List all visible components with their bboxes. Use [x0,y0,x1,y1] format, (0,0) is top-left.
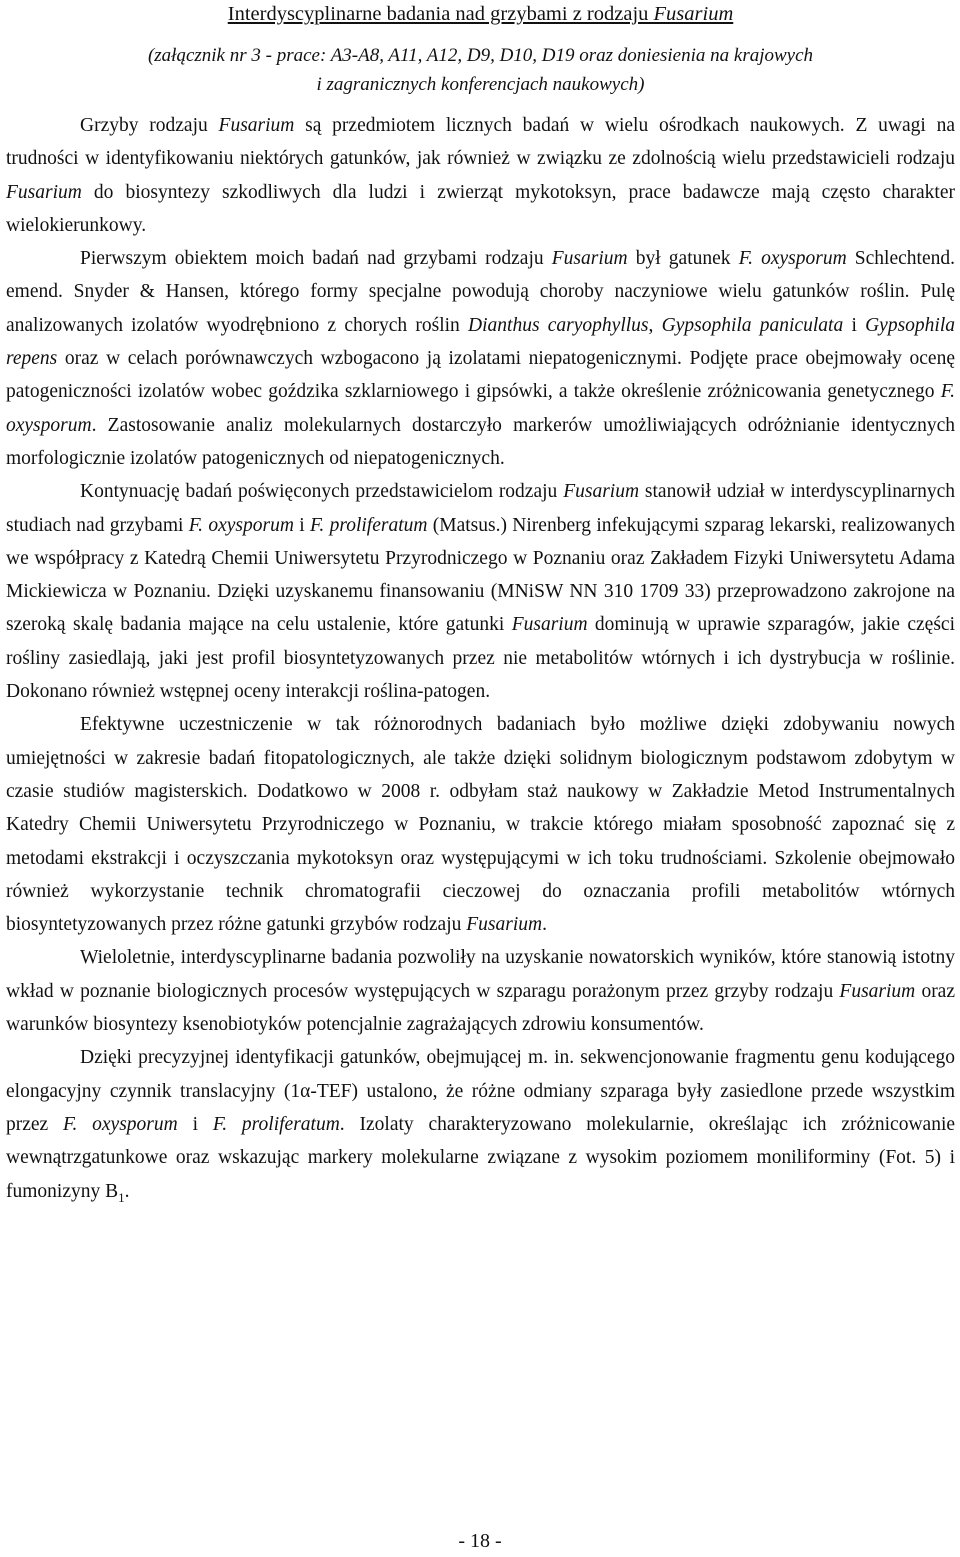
section-subtitle [6,41,955,99]
paragraph-6: Dzięki precyzyjnej identyfikacji gatunków, obejmującej m. in. sekwencjonowanie fragmentu genu kodującego elongacyjny czynnik translacyjny (1α-TEF) ustalono, że różne odmiany szparaga były zasiedlone przede wszystkim przez F. oxysporum i F. proliferatum. Izolaty charakteryzowano molekularnie, określając ich zróżnicowanie wewnątrzgatunkowe oraz wskazując markery molekularne związane z wysokim poziomem moniliforminy (Fot. 5) i fumonizyny $B_1$. [6,1047,956,1205]
paragraph-5: Wieloletnie, interdyscyplinarne badania pozwoliły na uzyskanie nowatorskich wyników, które stanowią istotny wkład w poznanie biologicznych procesów występujących w szparagu porażonym przez grzyby rodzaju Fusarium oraz warunków biosyntezy ksenobiotyków potencjalnie zagrażających zdrowiu konsumentów. [6,947,955,1036]
subtitle-line-1: (załącznik nr 3 - prace: A3-A8, A11, A12, D9, D10, D19 oraz doniesienia na krajowych [147,45,814,66]
paragraph-2: Pierwszym obiektem moich badań nad grzybami rodzaju Fusarium był gatunek F. oxysporum Schlechtend. emend. Snyder & Hansen, którego formy specjalne powodują choroby naczyniowe wielu gatunków roślin. Pulę analizowanych izolatów wyodrębniono z chorych roślin Dianthus caryophyllus, Gypsophila paniculata i Gypsophila repens oraz w celach porównawczych wzbogacono ją izolatami niepatogenicznymi. Podjęte prace obejmowały ocenę patogeniczności izolatów wobec goździka szklarniowego i gipsówki, a także określenie zróżnicowania genetycznego F. oxysporum. Zastosowanie analiz molekularnych dostarczyło markerów umożliwiających odróżnianie identycznych morfologicznie izolatów patogenicznych od niepatogenicznych. [6,248,956,469]
document-page [6,0,955,1214]
paragraph-4: Efektywne uczestniczenie w tak różnorodnych badaniach było możliwe dzięki zdobywaniu nowych umiejętności w zakresie badań fitopatologicznych, ale także dzięki solidnym biologicznym podstawom zdobytym w czasie studiów magisterskich. Dodatkowo w 2008 r. odbyłam staż naukowy w Zakładzie Metod Instrumentalnych Katedry Chemii Uniwersytetu Przyrodniczego w Poznaniu, w trakcie którego miałam sposobność zapoznać się z metodami ekstrakcji i oczyszczania mykotoksyn oraz występującymi w ich toku trudnościami. Szkolenie obejmowało również wykorzystanie technik chromatografii cieczowej do oznaczania profili metabolitów wtórnych biosyntetyzowanych przez różne gatunki grzybów rodzaju Fusarium. [6,714,955,936]
page-number: - 18 - [458,1530,502,1552]
paragraph-1: Grzyby rodzaju Fusarium są przedmiotem licznych badań w wielu ośrodkach naukowych. Z uwagi na trudności w identyfikowaniu niektórych gatunków, jak również w związku ze zdolnością wielu przedstawicieli rodzaju Fusarium do biosyntezy szkodliwych dla ludzi i zwierząt mykotoksyn, prace badawcze mają często charakter wielokierunkowy. [6,115,956,236]
paragraph-3: Kontynuację badań poświęconych przedstawicielom rodzaju Fusarium stanowił udział w interdyscyplinarnych studiach nad grzybami F. oxysporum i F. proliferatum (Matsus.) Nirenberg infekującymi szparag lekarski, realizowanych we współpracy z Katedrą Chemii Uniwersytetu Przyrodniczego w Poznaniu oraz Zakładem Fizyki Uniwersytetu Adama Mickiewicza w Poznaniu. Dzięki uzyskanemu finansowaniu (MNiSW NN 310 1709 33) przeprowadzono zakrojone na szeroką skalę badania mające na celu ustalenie, które gatunki Fusarium dominują w uprawie szparagów, jakie części rośliny zasiedlają, jaki jest profil biosyntetyzowanych przez nie metabolitów wtórnych i ich dystrybucja w roślinie. Dokonano również wstępnej oceny interakcji roślina-patogen. [6,481,955,703]
subtitle-line-2: i zagranicznych konferencjach naukowych) [316,74,645,95]
section-title: Interdyscyplinarne badania nad grzybami z rodzaju Fusarium [227,3,734,25]
